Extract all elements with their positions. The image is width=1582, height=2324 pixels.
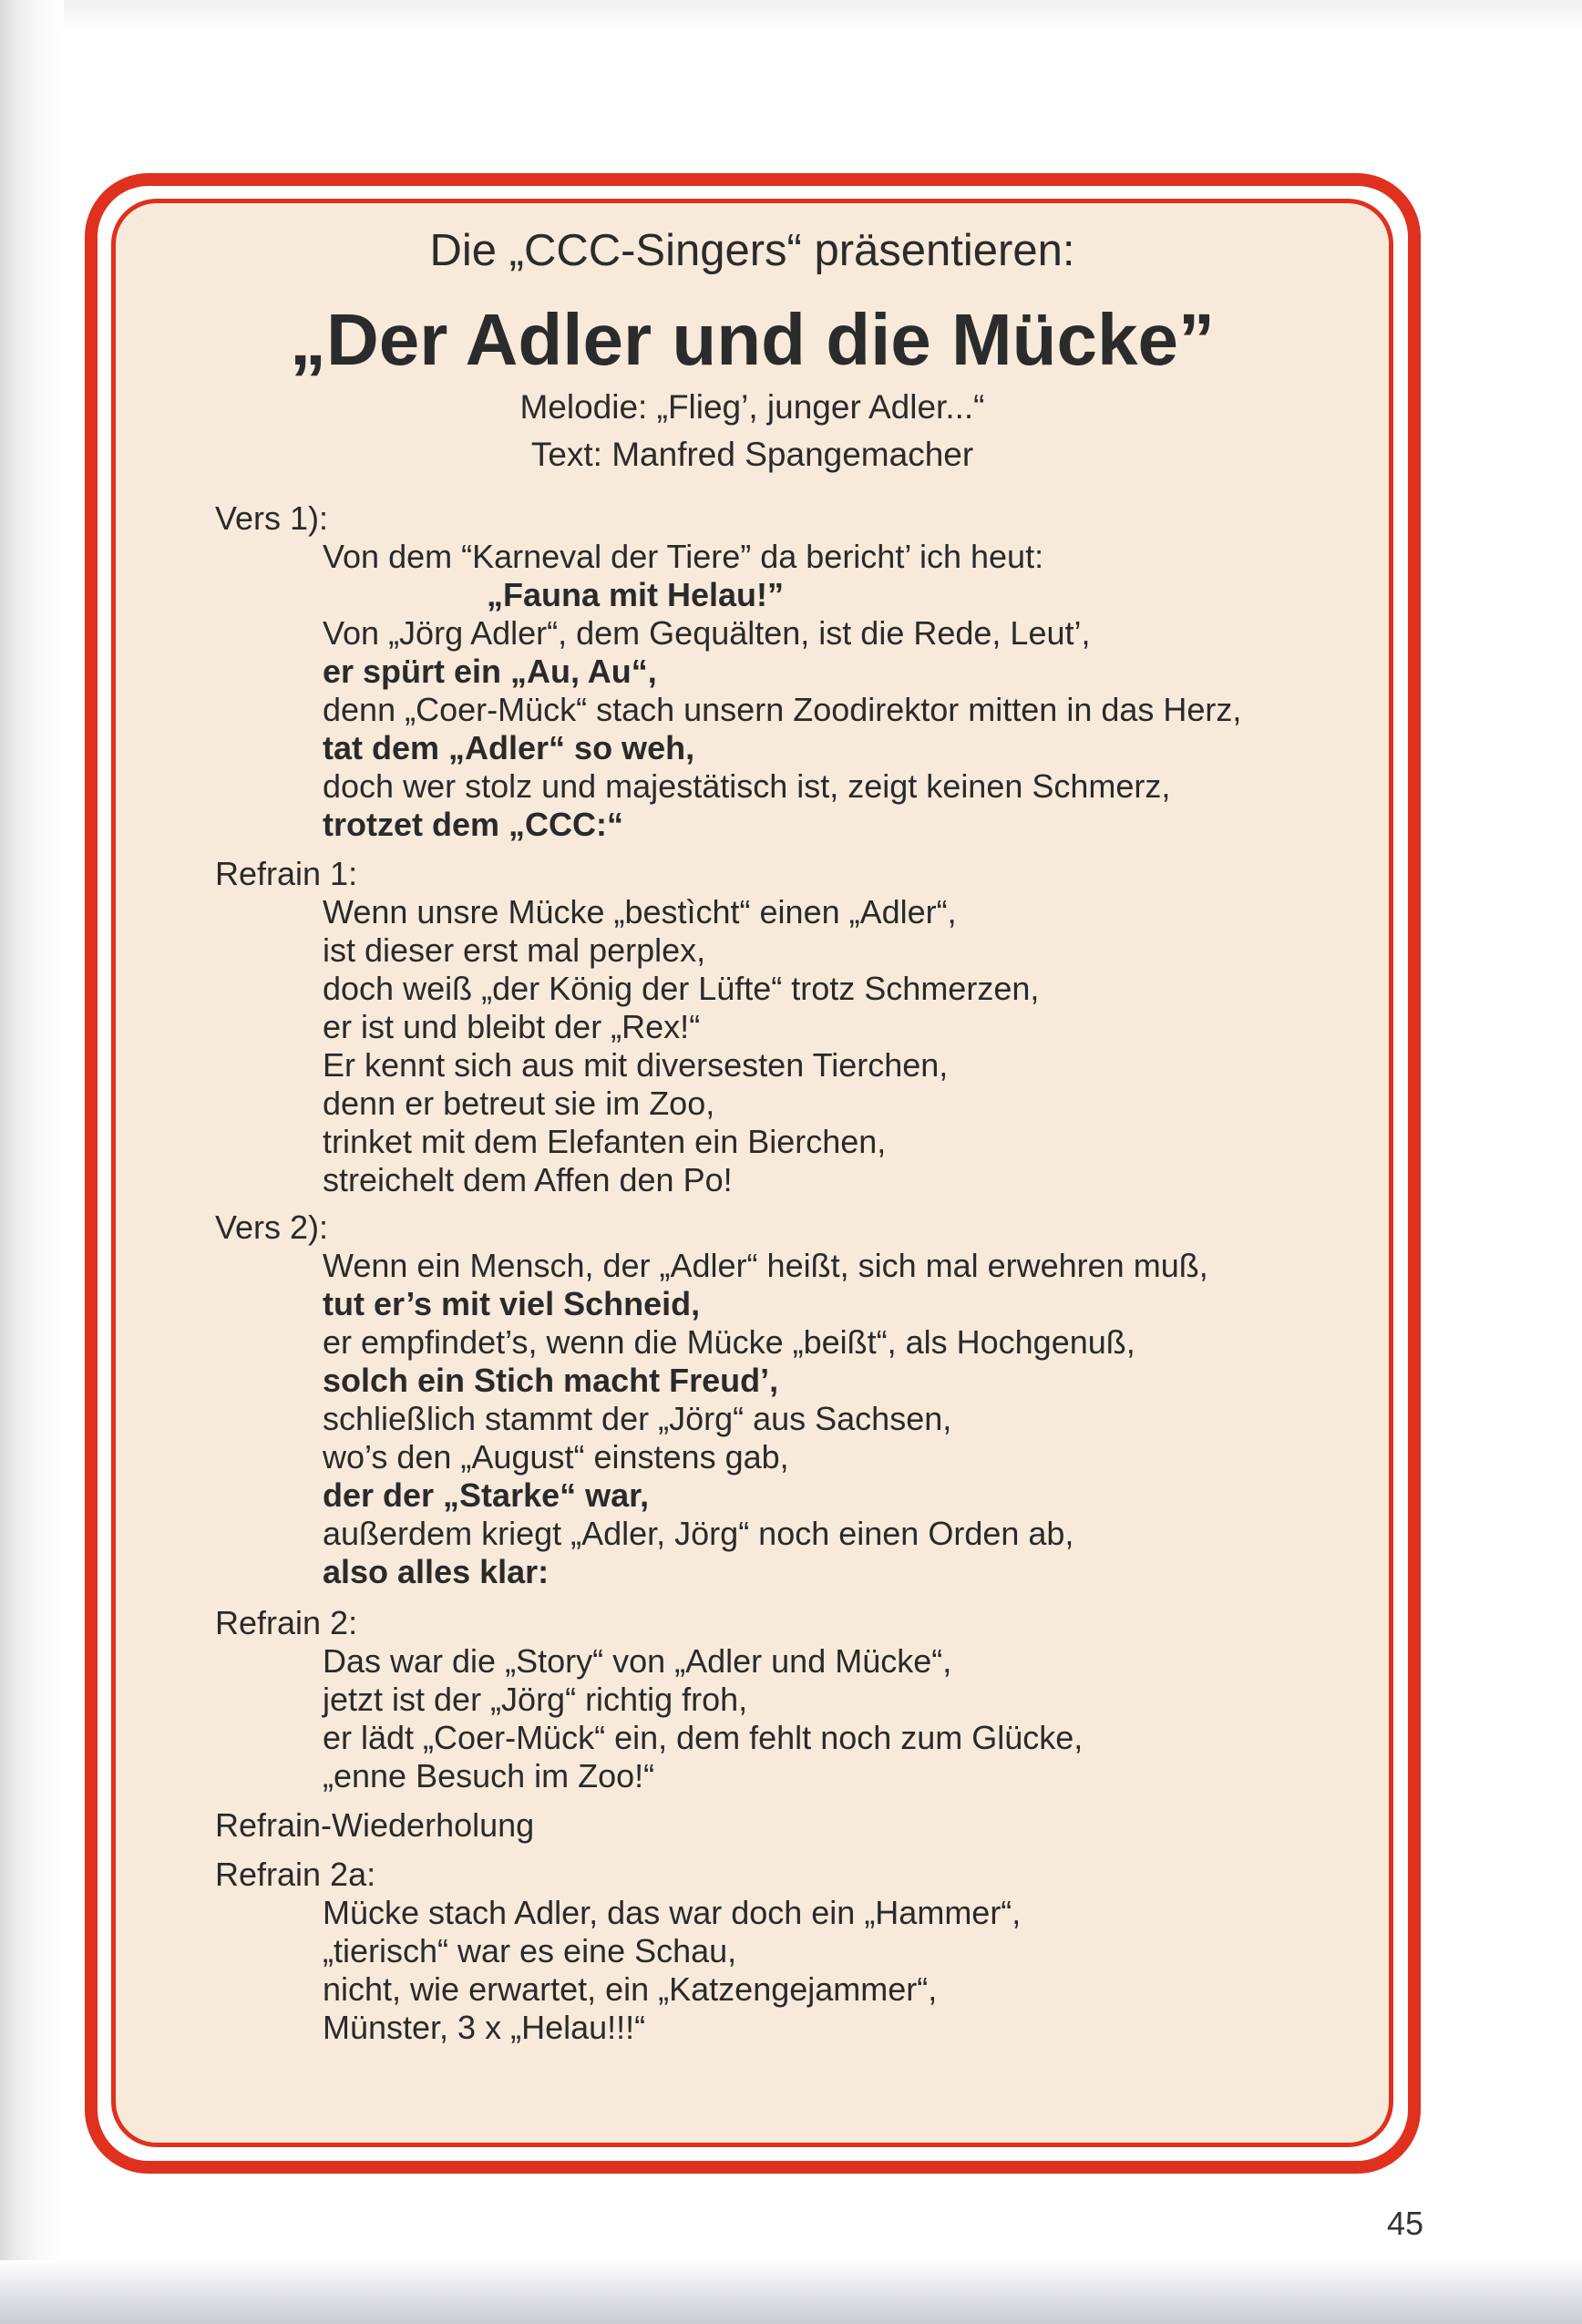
lyric-line: Er kennt sich aus mit diversesten Tierchen, [323,1046,949,1084]
lyric-lines [323,893,1363,1199]
page-number: 45 [1386,2205,1423,2242]
lyric-line-emphasis: trotzet dem „CCC:“ [323,806,623,843]
lyric-line: Wenn unsre Mücke „bestìcht“ einen „Adler“, [323,893,957,931]
lyric-line: schließlich stammt der „Jörg“ aus Sachsen, [323,1400,952,1437]
lyric-line-emphasis: er spürt ein „Au, Au“, [323,653,657,690]
lyric-line: jetzt ist der „Jörg“ richtig froh, [323,1681,748,1718]
lyric-lines [323,1642,1363,1795]
lyric-line: denn „Coer-Mück“ stach unsern Zoodirektor mitten in das Herz, [323,691,1242,728]
section-label: Refrain 1: [215,855,358,892]
lyric-line: trinket mit dem Elefanten ein Bierchen, [323,1123,887,1160]
lyric-line: „tierisch“ war es eine Schau, [323,1932,737,1969]
lyric-line-emphasis: tut er’s mit viel Schneid, [323,1285,701,1322]
lyric-line: nicht, wie erwartet, ein „Katzengejammer“, [323,1970,938,2008]
section-refrain-2a [215,1856,1363,2047]
section-label: Vers 1): [215,499,329,537]
lyric-line: Von „Jörg Adler“, dem Gequälten, ist die Rede, Leut’, [323,614,1091,652]
song-lyrics [215,499,1363,2047]
lyric-line-emphasis: also alles klar: [323,1553,550,1590]
section-vers-1 [215,499,1363,844]
presents-line: Die „CCC-Singers“ präsentieren: [429,226,1075,275]
lyric-line: er ist und bleibt der „Rex!“ [323,1008,701,1045]
lyric-line: „enne Besuch im Zoo!“ [323,1757,655,1794]
text-credit: Text: Manfred Spangemacher [530,436,974,473]
lyric-line: Das war die „Story“ von „Adler und Mücke“, [323,1642,952,1680]
lyric-lines [323,1894,1363,2047]
page-bottom-shadow [0,2260,1582,2324]
lyric-lines [323,538,1363,844]
lyric-line: doch weiß „der König der Lüfte“ trotz Schmerzen, [323,970,1040,1007]
lyric-line-emphasis: der der „Starke“ war, [323,1476,650,1514]
section-label: Refrain 2a: [215,1856,376,1893]
lyric-line: außerdem kriegt „Adler, Jörg“ noch einen Orden ab, [323,1515,1074,1552]
lyric-line: wo’s den „August“ einstens gab, [323,1438,789,1476]
page-top-edge [0,0,1582,35]
lyric-line: Mücke stach Adler, das war doch ein „Hammer“, [323,1894,1022,1931]
section-label: Refrain 2: [215,1604,358,1641]
lyric-line-emphasis: tat dem „Adler“ so weh, [323,729,695,766]
section-refrain-repeat [215,1806,1363,1845]
lyric-lines [323,1247,1363,1591]
song-title: „Der Adler und die Mücke” [290,299,1215,380]
lyric-line: denn er betreut sie im Zoo, [323,1085,715,1122]
lyric-line: ist dieser erst mal perplex, [323,931,706,969]
section-refrain-1 [215,855,1363,1199]
lyric-line: er empfindet’s, wenn die Mücke „beißt“, als Hochgenuß, [323,1323,1135,1361]
lyric-line-emphasis: solch ein Stich macht Freud’, [323,1362,779,1399]
lyric-line: Von dem “Karneval der Tiere” da bericht’ ich heut: [323,538,1044,575]
lyric-line: er lädt „Coer-Mück“ ein, dem fehlt noch zum Glücke, [323,1719,1084,1756]
lyric-line-emphasis: „Fauna mit Helau!” [487,576,785,613]
section-label: Refrain-Wiederholung [215,1806,535,1844]
lyric-line: doch wer stolz und majestätisch ist, zeigt keinen Schmerz, [323,767,1171,805]
section-vers-2 [215,1208,1363,1591]
book-gutter [0,0,64,2324]
lyric-line: Wenn ein Mensch, der „Adler“ heißt, sich mal erwehren muß, [323,1247,1208,1284]
section-refrain-2 [215,1604,1363,1795]
lyric-line: Münster, 3 x „Helau!!!“ [323,2009,646,2046]
lyric-line: streichelt dem Affen den Po! [323,1161,733,1198]
section-label: Vers 2): [215,1208,329,1246]
melody-credit: Melodie: „Flieg’, junger Adler...“ [519,388,985,426]
